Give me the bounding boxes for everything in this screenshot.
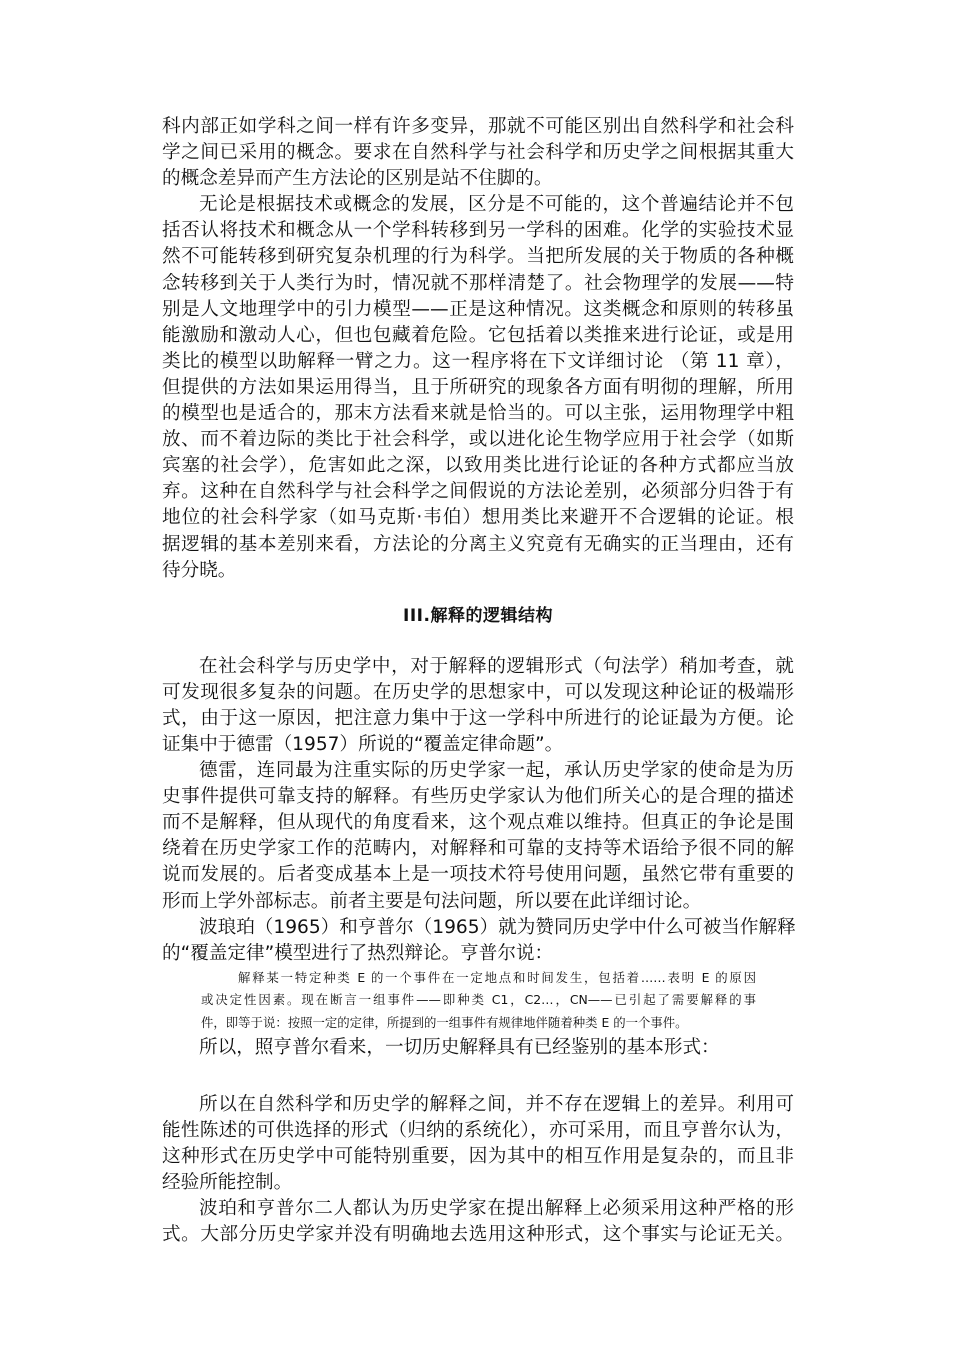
text-line: 在社会科学与历史学中，对于解释的逻辑形式（句法学）稍加考查，就 xyxy=(199,655,794,677)
text-line: 放、而不着边际的类比于社会科学，或以进化论生物学应用于社会学（如斯 xyxy=(162,429,794,451)
text-line: 据逻辑的基本差别来看，方法论的分离主义究竟有无确实的正当理由，还有 xyxy=(162,533,794,555)
paragraph-7 xyxy=(162,1092,794,1196)
text-line: 经验所能控制。 xyxy=(162,1171,293,1193)
text-line: 证集中于德雷（1957）所说的“覆盖定律命题”。 xyxy=(162,733,564,755)
paragraph-4 xyxy=(162,758,794,915)
paragraph-8 xyxy=(162,1196,794,1248)
paragraph-1 xyxy=(162,114,794,192)
text-line: 但提供的方法如果运用得当，且于所研究的现象各方面有明彻的理解，所用 xyxy=(162,376,794,398)
text-line: 波珀和亨普尔二人都认为历史学家在提出解释上必须采用这种严格的形 xyxy=(199,1198,794,1220)
quote-line: 或决定性因素。现在断言一组事件——即种类 C1，C2…，CN——已引起了需要解释的事 xyxy=(201,992,756,1008)
paragraph-6 xyxy=(162,1035,794,1061)
paragraph-2 xyxy=(162,192,794,583)
text-line: 可发现很多复杂的问题。在历史学的思想家中，可以发现这种论证的极端形 xyxy=(162,681,794,703)
paragraph-3 xyxy=(162,654,794,758)
text-line: 史事件提供可靠支持的解释。有些历史学家认为他们所关心的是合理的描述 xyxy=(162,786,794,808)
text-line: 德雷，连同最为注重实际的历史学家一起，承认历史学家的使命是为历 xyxy=(199,760,794,782)
text-line: 科内部正如学科之间一样有许多变异，那就不可能区别出自然科学和社会科 xyxy=(162,116,794,137)
text-line: 式，由于这一原因，把注意力集中于这一学科中所进行的论证最为方便。论 xyxy=(162,707,794,729)
text-line: 待分晓。 xyxy=(162,559,237,581)
text-line: 这种形式在历史学中可能特别重要，因为其中的相互作用是复杂的，而且非 xyxy=(162,1145,794,1167)
paragraph-5 xyxy=(162,915,794,967)
text-line: 念转移到关于人类行为时，情况就不那样清楚了。社会物理学的发展——特 xyxy=(162,272,794,294)
text-line: 弃。这种在自然科学与社会科学之间假说的方法论差别，必须部分归咎于有 xyxy=(162,481,794,503)
text-line: 地位的社会科学家（如马克斯·韦伯）想用类比来避开不合逻辑的论证。根 xyxy=(162,507,794,529)
text-line: 说而发展的。后者变成基本上是一项技术符号使用问题，虽然它带有重要的 xyxy=(162,864,794,886)
text-line: 别是人文地理学中的引力模型——正是这种情况。这类概念和原则的转移虽 xyxy=(162,298,794,320)
document-page xyxy=(162,114,794,1248)
text-line: 的模型也是适合的，那末方法看来就是恰当的。可以主张，运用物理学中粗 xyxy=(162,403,794,425)
text-line: 所以，照亨普尔看来，一切历史解释具有已经鉴别的基本形式： xyxy=(199,1036,720,1058)
section-heading: III.解释的逻辑结构 xyxy=(403,605,553,626)
text-line: 然不可能转移到研究复杂机理的行为科学。当把所发展的关于物质的各种概 xyxy=(162,246,794,268)
text-line: 类比的模型以助解释一臂之力。这一程序将在下文详细讨论 （第 11 章）， xyxy=(162,350,794,372)
text-line: 能性陈述的可供选择的形式（归纳的系统化），亦可采用，而且亨普尔认为， xyxy=(162,1119,794,1141)
text-line: 式。大部分历史学家并没有明确地去选用这种形式，这个事实与论证无关。 xyxy=(162,1224,794,1246)
text-line: 所以在自然科学和历史学的解释之间，并不存在逻辑上的差异。利用可 xyxy=(199,1093,794,1115)
text-line: 而不是解释，但从现代的角度看来，这个观点难以维持。但真正的争论是围 xyxy=(162,812,794,834)
text-line: 形而上学外部标志。前者主要是句法问题，所以要在此详细讨论。 xyxy=(162,890,702,912)
text-line: 无论是根据技术或概念的发展，区分是不可能的，这个普遍结论并不包 xyxy=(199,194,794,216)
text-line: 宾塞的社会学），危害如此之深，以致用类比进行论证的各种方式都应当放 xyxy=(162,455,794,477)
text-line: 能激励和激动人心，但也包藏着危险。它包括着以类推来进行论证，或是用 xyxy=(162,324,794,346)
block-quote xyxy=(162,967,794,1035)
quote-line: 件，即等于说：按照一定的定律，所提到的一组事件有规律地伴随着种类 E 的一个事件。 xyxy=(201,1015,688,1030)
text-line: 的“覆盖定律”模型进行了热烈辩论。亨普尔说： xyxy=(162,942,554,964)
text-line: 的概念差异而产生方法论的区别是站不住脚的。 xyxy=(162,168,553,190)
text-line: 波琅珀（1965）和亨普尔（1965）就为赞同历史学中什么可被当作解释 xyxy=(199,916,796,938)
text-line: 学之间已采用的概念。要求在自然科学与社会科学和历史学之间根据其重大 xyxy=(162,142,794,164)
text-line: 括否认将技术和概念从一个学科转移到另一学科的困难。化学的实验技术显 xyxy=(162,220,794,242)
quote-line: 解释某一特定种类 E 的一个事件在一定地点和时间发生，包括着……表明 E 的原因 xyxy=(238,969,756,985)
text-line: 绕着在历史学家工作的范畴内，对解释和可靠的支持等术语给予很不同的解 xyxy=(162,838,794,860)
